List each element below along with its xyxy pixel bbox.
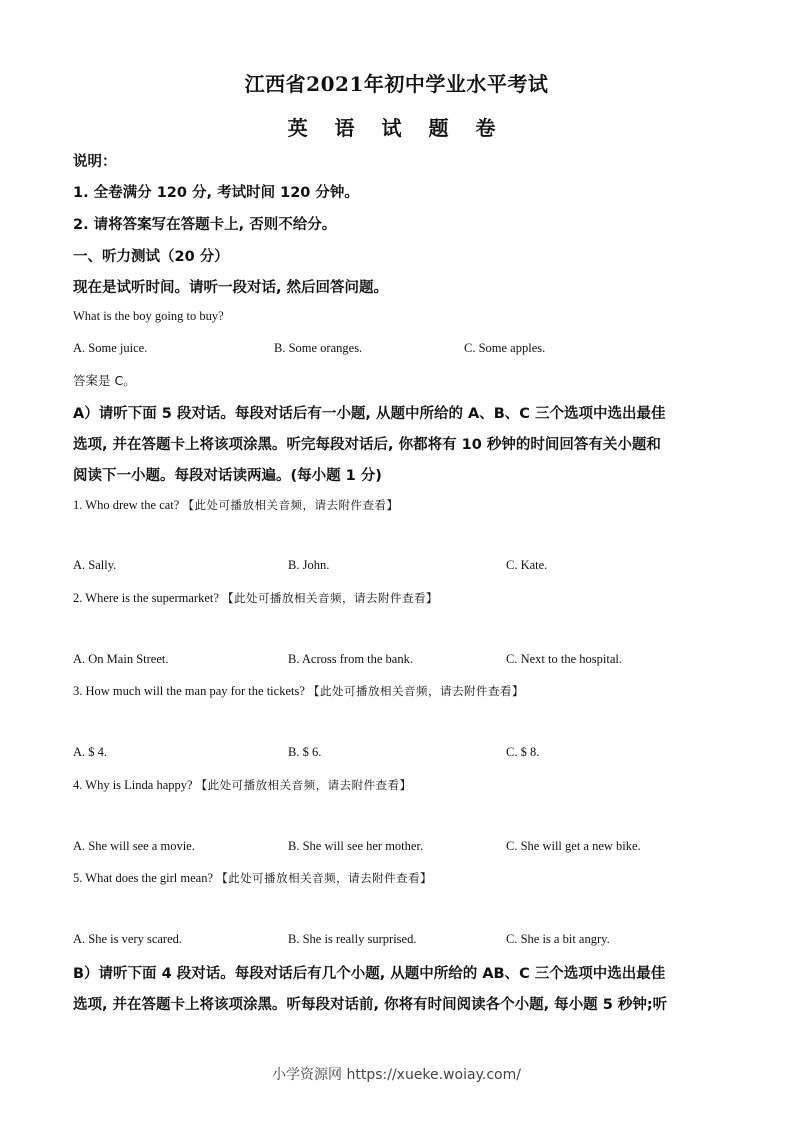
q3-option-a: A. $ 4.: [73, 745, 108, 759]
note-1: 1. 全卷满分 120 分, 考试时间 120 分钟。: [73, 185, 359, 201]
exam-subtitle: 英 语 试 题 卷: [287, 116, 506, 140]
question-text: 1. Who drew the cat?: [73, 498, 180, 512]
q5-option-b: B. She is really surprised.: [288, 932, 417, 946]
trial-option-a: A. Some juice.: [73, 341, 148, 355]
part-a-instruction-3: 阅读下一小题。每段对话读两遍。(每小题 1 分): [73, 468, 382, 484]
question-4: [73, 777, 412, 793]
audio-hint[interactable]: 【此处可播放相关音频，请去附件查看】: [308, 684, 525, 698]
question-5: [73, 870, 432, 886]
part-b-instruction-1: B）请听下面 4 段对话。每段对话后有几个小题, 从题中所给的 AB、C 三个选项中选出最佳: [73, 966, 666, 982]
audio-hint[interactable]: 【此处可播放相关音频，请去附件查看】: [182, 498, 399, 512]
audio-hint[interactable]: 【此处可播放相关音频，请去附件查看】: [222, 591, 439, 605]
q2-option-c: C. Next to the hospital.: [506, 652, 622, 666]
trial-answer: 答案是 C。: [73, 373, 136, 388]
part-a-instruction-2: 选项, 并在答题卡上将该项涂黑。听完每段对话后, 你都将有 10 秒钟的时间回答有关小题和: [73, 437, 661, 453]
question-text: 5. What does the girl mean?: [73, 871, 214, 885]
q4-option-a: A. She will see a movie.: [73, 839, 195, 853]
q5-option-a: A. She is very scared.: [73, 932, 182, 946]
q3-option-b: B. $ 6.: [288, 745, 322, 759]
question-3: [73, 683, 524, 699]
exam-title: 江西省2021年初中学业水平考试: [244, 72, 549, 96]
q4-option-b: B. She will see her mother.: [288, 839, 424, 853]
trial-option-c: C. Some apples.: [464, 341, 546, 355]
q1-option-b: B. John.: [288, 558, 330, 572]
question-text: 4. Why is Linda happy?: [73, 778, 193, 792]
q3-option-c: C. $ 8.: [506, 745, 540, 759]
q2-option-a: A. On Main Street.: [73, 652, 169, 666]
q4-option-c: C. She will get a new bike.: [506, 839, 641, 853]
footer-watermark: 小学资源网 https://xueke.woiay.com/: [272, 1067, 521, 1083]
audio-hint[interactable]: 【此处可播放相关音频，请去附件查看】: [195, 778, 412, 792]
question-text: 2. Where is the supermarket?: [73, 591, 219, 605]
q1-option-a: A. Sally.: [73, 558, 117, 572]
question-1: [73, 497, 398, 513]
question-2: [73, 590, 438, 606]
notes-label: 说明：: [73, 154, 117, 170]
q5-option-c: C. She is a bit angry.: [506, 932, 610, 946]
trial-option-b: B. Some oranges.: [274, 341, 363, 355]
part-b-instruction-2: 选项, 并在答题卡上将该项涂黑。听每段对话前, 你将有时间阅读各个小题, 每小题 5 秒钟;听: [73, 997, 668, 1013]
trial-intro: 现在是试听时间。请听一段对话, 然后回答问题。: [73, 280, 389, 296]
part-a-instruction-1: A）请听下面 5 段对话。每段对话后有一小题, 从题中所给的 A、B、C 三个选项中选出最佳: [73, 406, 666, 422]
question-text: 3. How much will the man pay for the tickets?: [73, 684, 305, 698]
q2-option-b: B. Across from the bank.: [288, 652, 413, 666]
note-2: 2. 请将答案写在答题卡上, 否则不给分。: [73, 217, 337, 233]
trial-question: What is the boy going to buy?: [73, 309, 224, 323]
q1-option-c: C. Kate.: [506, 558, 548, 572]
audio-hint[interactable]: 【此处可播放相关音频，请去附件查看】: [216, 871, 433, 885]
section-heading: 一、听力测试（20 分）: [73, 249, 229, 265]
